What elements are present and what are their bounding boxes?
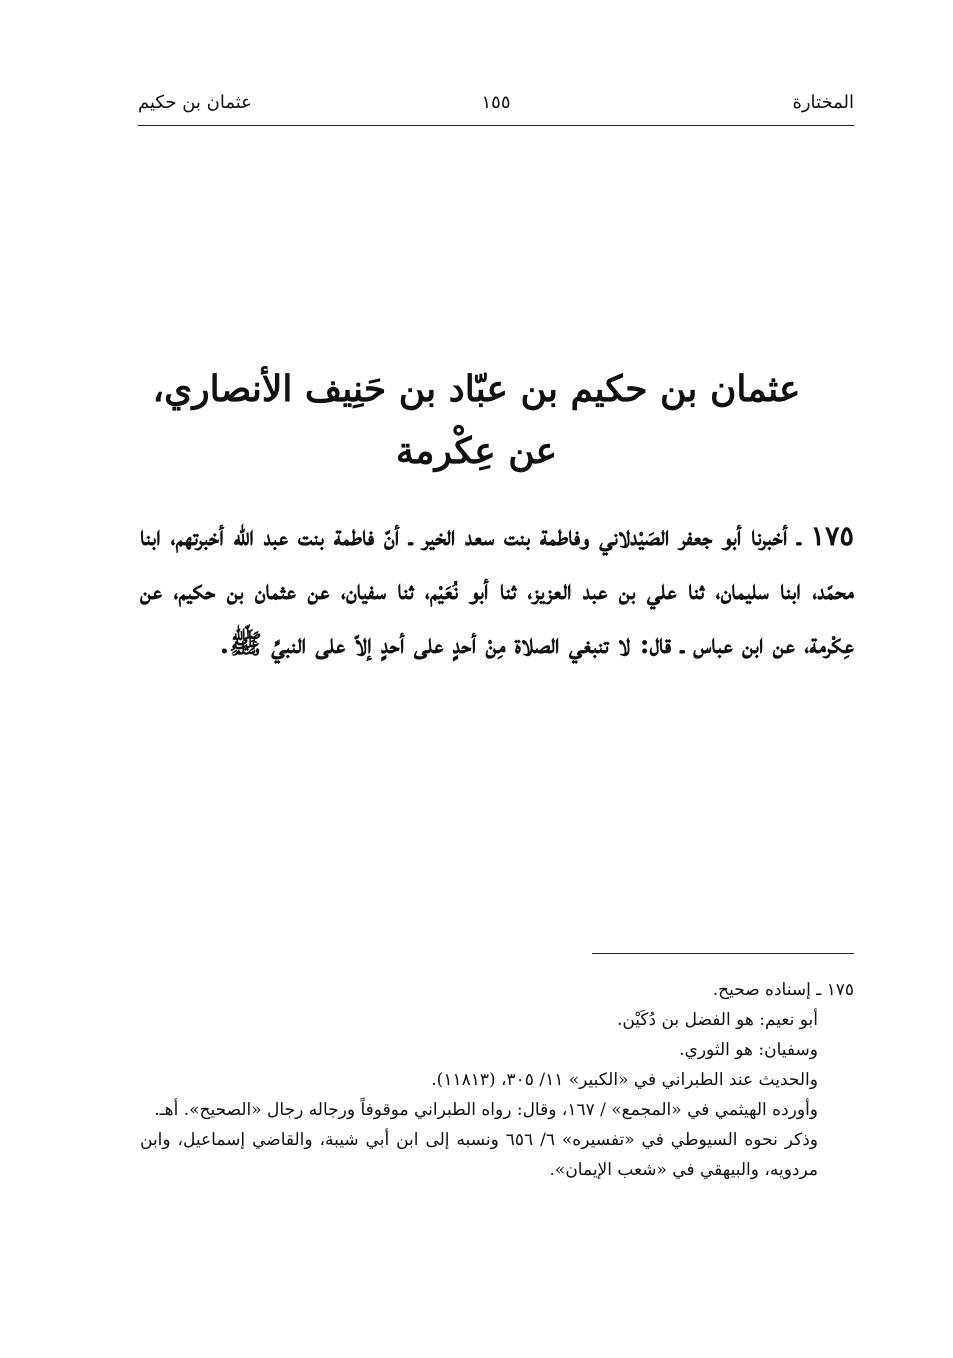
page-header [138,92,854,126]
footnote-line-2: أبو نعيم: هو الفضل بن دُكَيْن. [616,1010,818,1030]
chapter-title-line-2: عن عِكْرمة [395,430,558,472]
chapter-title-line-1: عثمان بن حكيم بن عبّاد بن حَنِيف الأنصاري، [152,368,801,410]
footnote-line-3: وسفيان: هو الثوري. [679,1040,818,1060]
header-section-title: عثمان بن حكيم [138,92,252,113]
header-divider [138,125,854,126]
header-book-title: المختارة [792,92,854,113]
footnote-divider [592,953,854,954]
footnote-line-1: ١٧٥ ـ إسناده صحيح. [712,980,854,1000]
footnotes [140,975,854,1185]
footnote-line-4: والحديث عند الطبراني في «الكبير» ١١/ ٣٠٥، (١١٨١٣). [431,1070,818,1090]
chapter-title [100,358,853,482]
footnote-line-6: وذكر نحوه السيوطي في «تفسيره» ٦/ ٦٥٦ ونسبه إلى ابن أبي شيبة، والقاضي إسماعيل، وابن مردويه، والبيهقي في «شعب الإيمان». [140,1130,818,1180]
page-number: ١٥٥ [481,92,511,113]
hadith-paragraph: ١٧٥ ـ أخبرنا أبو جعفر الصَيْدلاني وفاطمة بنت سعد الخير ـ أنّ فاطمة بنت عبد الله أخبرتهم، ابنا محمّد، ابنا سليمان، ثنا علي بن عبد العزيز، ثنا أبو نُعَيْم، ثنا سفيان، عن عثمان بن حكيم، عن عِكْرمة، عن ابن عباس ـ قال: لا تنبغي الصلاة مِنْ أحدٍ على أحدٍ إلاّ على النبيِّ ﷺ. [140,521,854,660]
footnote-line-5: وأورده الهيثمي في «المجمع» / ١٦٧، وقال: رواه الطبراني موقوفاً ورجاله رجال «الصحيح». أهـ. [154,1100,818,1120]
